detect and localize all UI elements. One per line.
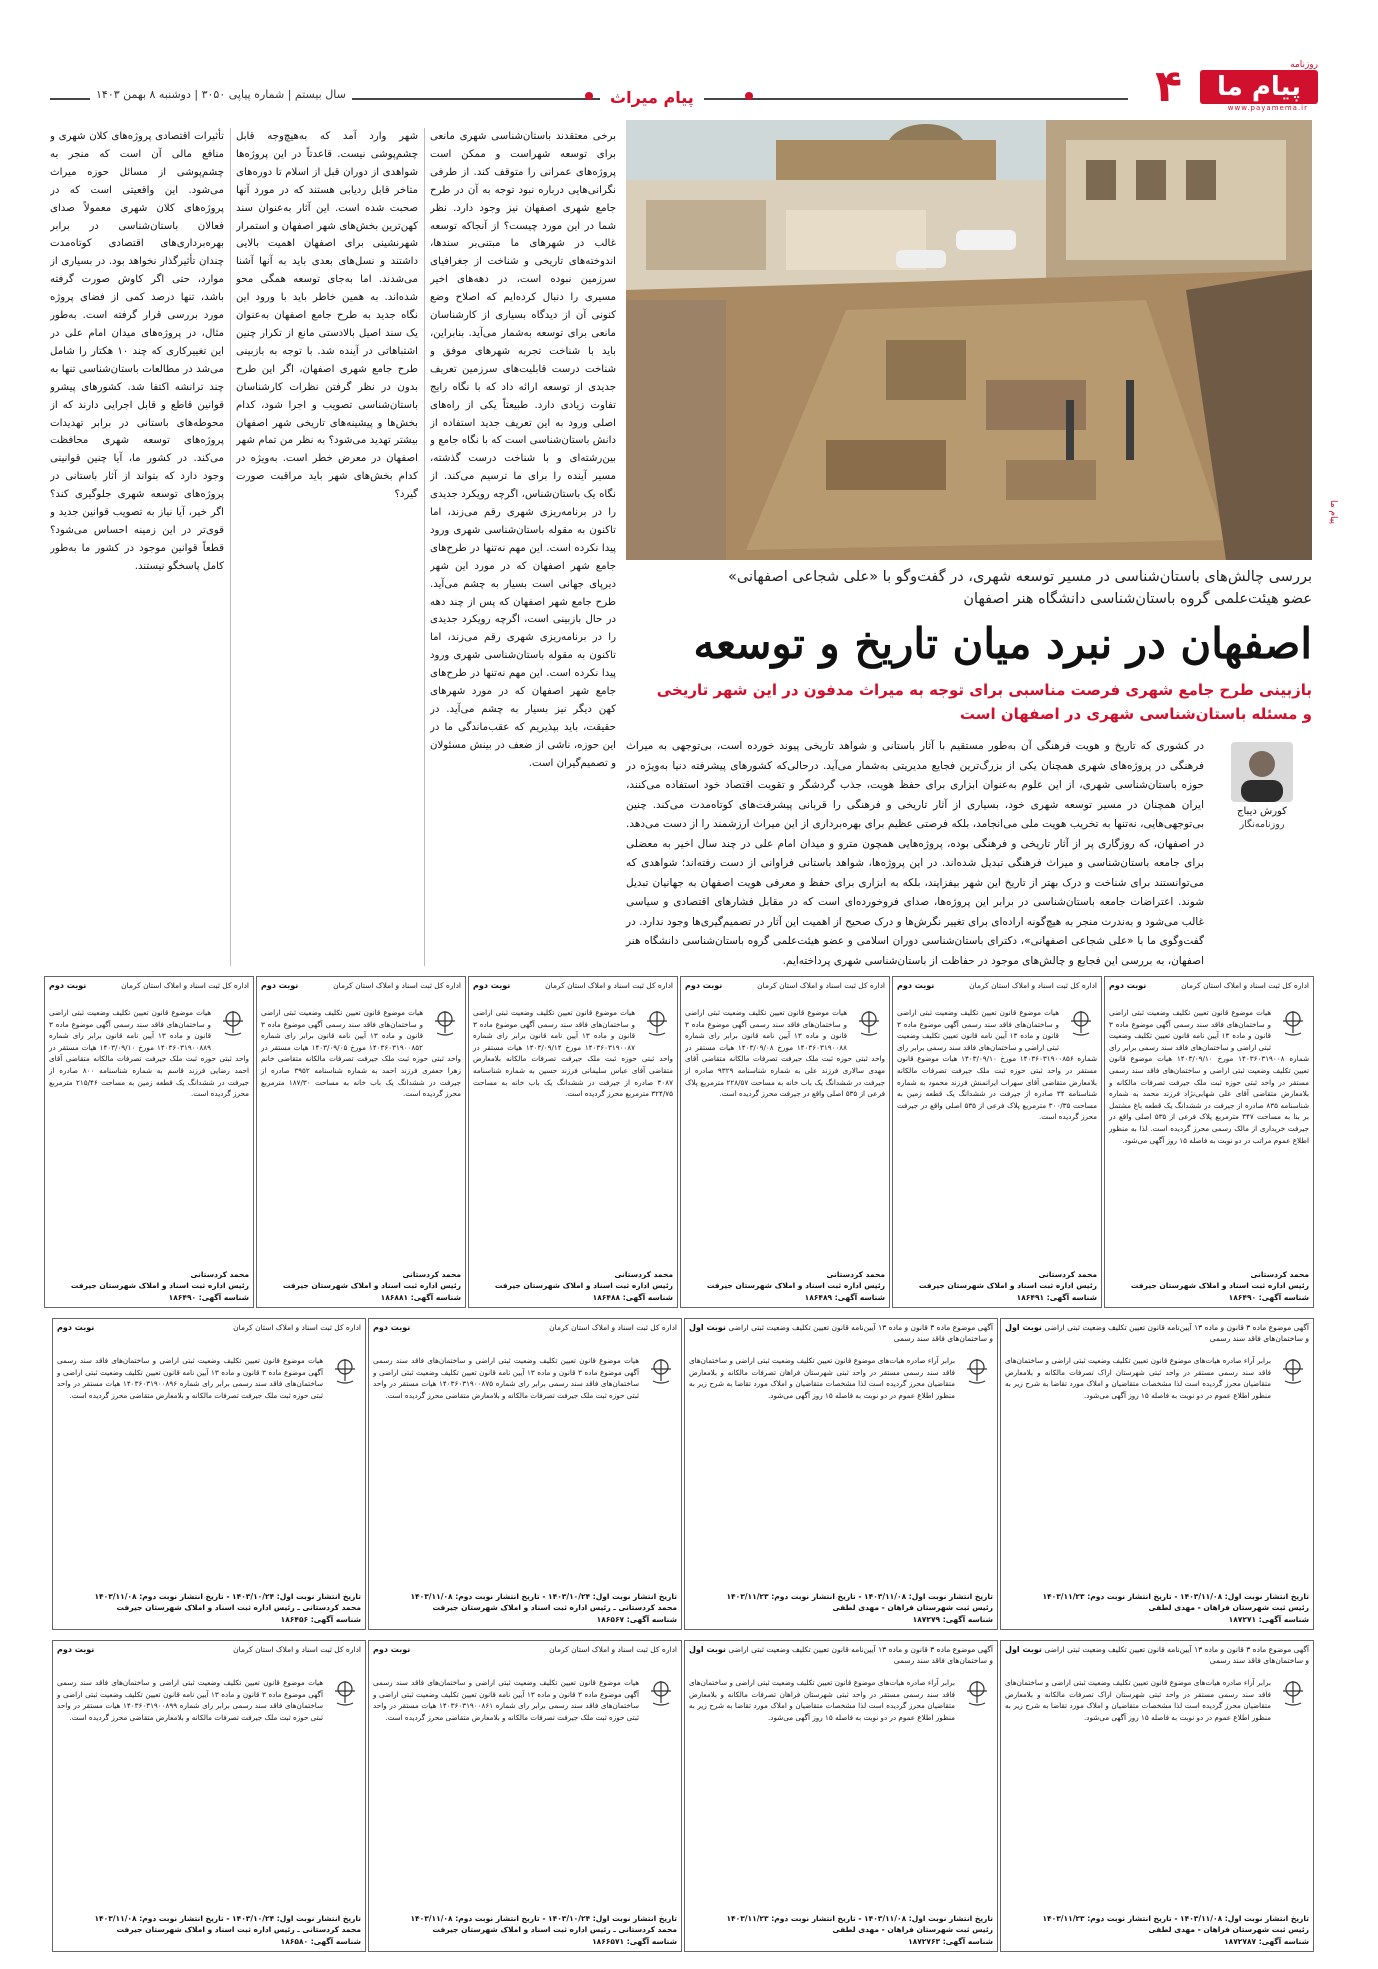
notice-text: برابر آراء صادره هیات‌های موضوع قانون تعیین تکلیف وضعیت ثبتی اراضی و ساختمان‌های فاقد سند رسمی مستقر در واحد ثبتی شهرستان فراهان تصرفات مالکانه و بلامعارض متقاضیان محرز گردیده است لذا مشخصات متقاضیان و املاک مورد تقاضا به شرح زیر به منظور اطلاع عموم در دو نوبت به فاصله ۱۵ روز آگهی می‌شود. — [689, 1356, 955, 1400]
notice-body — [1005, 1677, 1309, 1723]
notice-signatory: محمد کردستانی — [614, 1269, 673, 1279]
notice-text: هیات موضوع قانون تعیین تکلیف وضعیت ثبتی اراضی و ساختمان‌های فاقد سند رسمی آگهی موضوع ماده ۳ قانون و ماده ۱۳ آیین نامه قانون تعیین تکلیف وضعیت ثبتی اراضی و ساختمان‌های فاقد سند رسمی برابر رای شماره ۱۴۰۳۶۰۳۱۹۰۰۸۹۶ هیات مستقر در واحد ثبتی حوزه ثبت ملک جیرفت تصرفات مالکانه و بلامعارض متقاضی محرز گردیده است. — [57, 1356, 323, 1400]
column-divider — [230, 128, 231, 966]
notice-id — [685, 1292, 885, 1304]
notice-id-number: ۱۸۶۵۶۷ — [596, 1614, 625, 1624]
notice-id-number: ۱۸۶۵۸۰ — [280, 1936, 309, 1946]
notice-round-badge: نوبت دوم — [897, 981, 935, 990]
notice-text: هیات موضوع قانون تعیین تکلیف وضعیت ثبتی اراضی و ساختمان‌های فاقد سند رسمی آگهی موضوع ماده ۳ قانون و ماده ۱۳ آیین نامه قانون تعیین تکلیف وضعیت ثبتی اراضی و ساختمان‌های فاقد سند رسمی برابر رای شماره ۱۴۰۳۶۰۳۱۹۰۰۸۶۱ هیات مستقر در واحد ثبتی حوزه ثبت ملک جیرفت تصرفات مالکانه و بلامعارض متقاضی محرز گردیده است. — [373, 1678, 639, 1722]
notice-round-badge: نوبت اول — [1005, 1323, 1042, 1332]
notice-heading: اداره کل ثبت اسناد و املاک استان کرمان — [333, 981, 461, 990]
notice-footer — [261, 1269, 461, 1304]
notice-signatory: محمد کردستانی ـ رئیس اداره ثبت اسناد و املاک شهرستان جیرفت — [116, 1925, 361, 1934]
notice-signatory-role: رئیس اداره ثبت اسناد و املاک شهرستان جیرفت — [494, 1281, 673, 1290]
notice-signatory: محمد کردستانی ـ رئیس اداره ثبت اسناد و املاک شهرستان جیرفت — [432, 1925, 677, 1934]
body-column-3: تأثیرات اقتصادی پروژه‌های کلان شهری و منافع مالی آن است که منجر به چشم‌پوشی از مسائل حوزه میراث می‌شود. این واقعیتی است که در پروژه‌های کلان شهری معمولاً صدای فعالان باستان‌شناسی در برابر بهره‌برداری‌های اقتصادی کوتاه‌مدت چندان تأثیرگذار نخواهد بود. در بسیاری از موارد، حتی اگر کاوش صورت گرفته باشد، تنها درصد کمی از فضای پروژه مورد بررسی قرار گرفته است. به‌طور مثال، در پروژه‌های میدان امام علی در این تغییرکاری که چند ۱۰ هکتار را شامل می‌شد در مطالعات باستان‌شناسی تنها به چند ترانشه اکتفا شد. کشورهای پیشرو قوانین قاطع و قابل اجرایی دارند که از محوطه‌های باستانی در برابر تهدیدات پروژه‌های توسعه شهری محافظت می‌کند. در کشور ما، آیا چنین قوانینی وجود دارد که بتواند از آثار باستانی در پروژه‌های توسعه شهری جلوگیری کند؟ اگر خیر، آیا نیاز به تصویب قوانین جدید و قوی‌تر در این زمینه احساس می‌شود؟ قطعاً قوانین موجود در کشور ما به‌طور کامل پاسخگو نیستند. — [50, 131, 224, 572]
notice-dates: تاریخ انتشار نوبت اول: ۱۴۰۳/۱۱/۰۸ - تاریخ انتشار نوبت دوم: ۱۴۰۳/۱۱/۲۳ — [1042, 1591, 1309, 1601]
notice-body — [261, 1007, 461, 1100]
judiciary-emblem-icon — [955, 1355, 993, 1393]
notice-footer — [689, 1591, 993, 1626]
notice-text: برابر آراء صادره هیات‌های موضوع قانون تعیین تکلیف وضعیت ثبتی اراضی و ساختمان‌های فاقد سند رسمی مستقر در واحد ثبتی شهرستان اراک تصرفات مالکانه و بلامعارض متقاضیان محرز گردیده است لذا مشخصات متقاضیان و املاک مورد تقاضا به شرح زیر به منظور اطلاع عموم در دو نوبت به فاصله ۱۵ روز آگهی می‌شود. — [1005, 1678, 1271, 1722]
notice-round-badge: نوبت اول — [689, 1645, 726, 1654]
legal-notice — [1000, 1640, 1314, 1952]
notice-id-number: ۱۸۶۴۸۸ — [592, 1292, 621, 1302]
notice-footer — [473, 1269, 673, 1304]
judiciary-emblem-icon — [1059, 1007, 1097, 1045]
notice-heading: اداره کل ثبت اسناد و املاک استان کرمان — [549, 1323, 677, 1332]
judiciary-emblem-icon — [639, 1677, 677, 1715]
notice-dates: تاریخ انتشار نوبت اول: ۱۴۰۳/۱۱/۰۸ - تاریخ انتشار نوبت دوم: ۱۴۰۳/۱۱/۲۳ — [726, 1913, 993, 1923]
notice-id-label: شناسه آگهی: — [308, 1614, 361, 1624]
notice-heading: اداره کل ثبت اسناد و املاک استان کرمان — [121, 981, 249, 990]
notice-footer — [1005, 1591, 1309, 1626]
notice-id — [261, 1292, 461, 1304]
notice-body — [1109, 1007, 1309, 1146]
notice-footer — [689, 1913, 993, 1948]
notice-round-badge: نوبت دوم — [685, 981, 723, 990]
notice-heading: آگهی موضوع ماده ۳ قانون و ماده ۱۳ آیین‌نامه قانون تعیین تکلیف وضعیت ثبتی اراضی و ساختمان‌های فاقد سند رسمی — [1044, 1645, 1309, 1665]
notice-text: برابر آراء صادره هیات‌های موضوع قانون تعیین تکلیف وضعیت ثبتی اراضی و ساختمان‌های فاقد سند رسمی مستقر در واحد ثبتی شهرستان اراک تصرفات مالکانه و بلامعارض متقاضیان محرز گردیده است لذا مشخصات متقاضیان و املاک مورد تقاضا به شرح زیر به منظور اطلاع عموم در دو نوبت به فاصله ۱۵ روز آگهی می‌شود. — [1005, 1356, 1271, 1400]
notice-signatory: محمد کردستانی — [1250, 1269, 1309, 1279]
notice-signatory: محمد کردستانی — [826, 1269, 885, 1279]
judiciary-emblem-icon — [1271, 1007, 1309, 1045]
notice-footer — [57, 1913, 361, 1948]
notice-id-label: شناسه آگهی: — [624, 1614, 677, 1624]
notice-id — [689, 1614, 993, 1626]
notice-round-badge: نوبت دوم — [261, 981, 299, 990]
notice-dates: تاریخ انتشار نوبت اول: ۱۴۰۳/۱۱/۰۸ - تاریخ انتشار نوبت دوم: ۱۴۰۳/۱۱/۲۳ — [1042, 1913, 1309, 1923]
notice-heading: آگهی موضوع ماده ۳ قانون و ماده ۱۳ آیین‌نامه قانون تعیین تکلیف وضعیت ثبتی اراضی و ساختمان‌های فاقد سند رسمی — [728, 1323, 993, 1343]
notice-heading: آگهی موضوع ماده ۳ قانون و ماده ۱۳ آیین‌نامه قانون تعیین تکلیف وضعیت ثبتی اراضی و ساختمان‌های فاقد سند رسمی — [728, 1645, 993, 1665]
notice-footer — [373, 1913, 677, 1948]
notice-round-badge: نوبت دوم — [373, 1645, 411, 1654]
notice-body — [689, 1355, 993, 1401]
notice-heading: اداره کل ثبت اسناد و املاک استان کرمان — [969, 981, 1097, 990]
notice-text: هیات موضوع قانون تعیین تکلیف وضعیت ثبتی اراضی و ساختمان‌های فاقد سند رسمی آگهی موضوع ماده ۳ قانون و ماده ۱۳ آیین نامه قانون تعیین تکلیف وضعیت ثبتی اراضی و ساختمان‌های فاقد سند رسمی برابر رای شماره ۱۴۰۳۶۰۳۱۹۰۰۸۷۵ هیات مستقر در واحد ثبتی حوزه ثبت ملک جیرفت تصرفات مالکانه و بلامعارض متقاضی محرز گردیده است. — [373, 1356, 639, 1400]
notice-text: هیات موضوع قانون تعیین تکلیف وضعیت ثبتی اراضی و ساختمان‌های فاقد سند رسمی آگهی موضوع ماده ۳ قانون و ماده ۱۳ آیین نامه قانون برابر رای شماره ۱۴۰۳۶۰۳۱۹۰۰۸۸۹ مورخ ۱۴۰۳/۰۹/۱۰ هیات مستقر در واحد ثبتی حوزه ثبت ملک جیرفت تصرفات مالکانه متقاضی آقای احمد رضایی فرزند قاسم به شماره شناسنامه ۸۰۰ صادره از جیرفت در ششدانگ یک قطعه زمین به مساحت ۲۱۵/۴۶ مترمربع محرز گردیده است. — [49, 1008, 249, 1099]
subtitle-line-1: بازبینی طرح جامع شهری فرصت مناسبی برای توجه به میراث مدفون در این شهر تاریخی — [656, 681, 1312, 699]
judiciary-emblem-icon — [1271, 1677, 1309, 1715]
notice-round-badge: نوبت دوم — [473, 981, 511, 990]
notice-dates: تاریخ انتشار نوبت اول: ۱۴۰۳/۱۰/۲۴ - تاریخ انتشار نوبت دوم: ۱۴۰۳/۱۱/۰۸ — [94, 1913, 361, 1923]
notice-signatory: رئیس ثبت شهرستان فراهان - مهدی لطفی — [1148, 1603, 1309, 1612]
notice-dates: تاریخ انتشار نوبت اول: ۱۴۰۳/۱۰/۲۴ - تاریخ انتشار نوبت دوم: ۱۴۰۳/۱۱/۰۸ — [94, 1591, 361, 1601]
notice-dates: تاریخ انتشار نوبت اول: ۱۴۰۳/۱۰/۲۴ - تاریخ انتشار نوبت دوم: ۱۴۰۳/۱۱/۰۸ — [410, 1591, 677, 1601]
notice-id-number: ۱۸۶۴۸۹ — [804, 1292, 833, 1302]
legal-notice — [52, 1640, 366, 1952]
notice-body — [49, 1007, 249, 1100]
legal-notice — [680, 976, 890, 1308]
judiciary-emblem-icon — [635, 1007, 673, 1045]
article-lead: در کشوری که تاریخ و هویت فرهنگی آن به‌طور مستقیم با آثار باستانی و شواهد تاریخی پیوند خورده است، بی‌توجهی به میراث فرهنگی در پروژه‌های شهری همچنان یکی از بزرگ‌ترین فجایع مدیریتی به‌شمار می‌آید. درحالی‌که کشورهای پیشرفته دنیا به‌ویژه در حوزه باستان‌شناسی شهری، از این علوم به‌عنوان ابزاری برای حفظ هویت، جذب گردشگر و تقویت اقتصاد خود استفاده می‌کنند، ایران همچنان در مسیر توسعه شهری خود، بسیاری از آثار تاریخی و فرهنگی را قربانی پیشرفت‌های کوتاه‌مدت می‌کند. چنین بی‌توجهی‌هایی، نه‌تنها به تخریب هویت ملی می‌انجامد، بلکه فرصتی عظیم برای بهره‌برداری از این میراث ارزشمند را از دست می‌دهد. در اصفهان، که روزگاری پر از آثار تاریخی و فرهنگی بوده، پروژه‌هایی همچون مترو و میدان امام علی در چند سال اخیر به معضلی برای جامعه باستان‌شناسی و میراث فرهنگی تبدیل شده‌اند. در این پروژه‌ها، شواهد باستانی فراوانی از دست رفته‌اند؛ شواهدی که می‌توانستند برای شناخت و درک بهتر از تاریخ این شهر بیفزایند، بلکه به ابزاری برای حفظ و معرفی هویت اصفهان به جهانیان تبدیل شوند. اعتراضات جامعه باستان‌شناسی در برابر این پروژه‌ها، صدای فروخورده‌ای است که در مقابل فشارهای اقتصادی و سیاسی غالب می‌شود و به‌ندرت منجر به هیچ‌گونه اراده‌ای برای تغییر نگرش‌ها و درک صحیح از اهمیت این آثار در تصمیم‌گیری‌ها وجود ندارد. در گفت‌وگوی ما با «علی شجاعی اصفهانی»، دکترای باستان‌شناسی دوران اسلامی و عضو هیئت‌علمی گروه باستان‌شناسی دانشگاه هنر اصفهان، به بررسی این فجایع و چالش‌های موجود در حفاظت از باستان‌شناسی شهری پرداخته‌ایم. — [626, 740, 1204, 967]
notice-id-label: شناسه آگهی: — [1044, 1292, 1097, 1302]
kicker-line-2: عضو هیئت‌علمی گروه باستان‌شناسی دانشگاه هنر اصفهان — [963, 591, 1312, 607]
notice-id-number: ۱۸۷۲۷۹ — [912, 1614, 941, 1624]
notice-signatory: محمد کردستانی — [190, 1269, 249, 1279]
notice-footer — [373, 1591, 677, 1626]
kicker — [626, 566, 1312, 610]
legal-notice — [892, 976, 1102, 1308]
bullet-icon — [585, 92, 593, 100]
notice-id — [1109, 1292, 1309, 1304]
notice-round-badge: نوبت دوم — [57, 1323, 95, 1332]
legal-notice — [368, 1318, 682, 1630]
notice-body — [897, 1007, 1097, 1123]
notice-body — [689, 1677, 993, 1723]
notice-round-badge: نوبت دوم — [57, 1645, 95, 1654]
notice-body — [373, 1677, 677, 1723]
author-name: کورش دیباج — [1237, 806, 1287, 817]
legal-notice — [44, 976, 254, 1308]
notice-round-badge: نوبت دوم — [373, 1323, 411, 1332]
notice-round-badge: نوبت اول — [1005, 1645, 1042, 1654]
notice-id-label: شناسه آگهی: — [408, 1292, 461, 1302]
notice-id-label: شناسه آگهی: — [624, 1936, 677, 1946]
notice-id — [473, 1292, 673, 1304]
notice-id — [49, 1292, 249, 1304]
notice-signatory: محمد کردستانی ـ رئیس اداره ثبت اسناد و املاک شهرستان جیرفت — [116, 1603, 361, 1612]
notice-heading: اداره کل ثبت اسناد و املاک استان کرمان — [757, 981, 885, 990]
author-box — [1212, 742, 1312, 850]
legal-notice — [368, 1640, 682, 1952]
notice-text: هیات موضوع قانون تعیین تکلیف وضعیت ثبتی اراضی و ساختمان‌های فاقد سند رسمی آگهی موضوع ماده ۳ قانون و ماده ۱۳ آیین نامه قانون تعیین تکلیف وضعیت ثبتی اراضی و ساختمان‌های فاقد سند رسمی برابر رای شماره ۱۴۰۳۶۰۳۱۹۰۰۸۹۹ هیات مستقر در واحد ثبتی حوزه ثبت ملک جیرفت تصرفات مالکانه و بلامعارض متقاضی محرز گردیده است. — [57, 1678, 323, 1722]
article-title: اصفهان در نبرد میان تاریخ و توسعه — [693, 619, 1312, 668]
notice-heading: اداره کل ثبت اسناد و املاک استان کرمان — [233, 1323, 361, 1332]
notice-id-number: ۱۸۶۴۵۶ — [280, 1614, 309, 1624]
notice-id-label: شناسه آگهی: — [940, 1936, 993, 1946]
notice-footer — [685, 1269, 885, 1304]
judiciary-emblem-icon — [639, 1355, 677, 1393]
notice-signatory-role: رئیس اداره ثبت اسناد و املاک شهرستان جیرفت — [706, 1281, 885, 1290]
notice-id-label: شناسه آگهی: — [196, 1292, 249, 1302]
notice-id-label: شناسه آگهی: — [832, 1292, 885, 1302]
body-column-1: برخی معتقدند باستان‌شناسی شهری مانعی برای توسعه شهراست و ممکن است پروژه‌های عمرانی را متوقف کند. از طرفی نگرانی‌هایی درباره نبود توجه به آن در طرح جامع شهری اصفهان نیز وجود دارد. نظر شما در این مورد چیست؟ از آنجاکه توسعه غالب در شهرهای ما مبتنی‌بر سندها، اندوخته‌های تاریخی و شناخت از جغرافیای سرزمین نبوده است، در دهه‌های اخیر مسیری را دنبال کرده‌ایم که اصلاح وضع کنونی آن از دیدگاه بسیاری از کارشناسان مانعی برای توسعه به‌شمار می‌آید. بنابراین، باید با شناخت تجربه شهرهای موفق و شناخت درست قابلیت‌های سرزمین تعریف جدیدی از توسعه ارائه داد که با نگاه رایج تفاوت زیادی دارد. طبیعتاً یکی از راه‌های اصلی ورود به این تعریف جدید استفاده از دانش باستان‌شناسی است که با نگاه جامع و بین‌رشته‌ای و با شناخت درست گذشته، مسیر آینده را برای ما ترسیم می‌کند. از نگاه یک باستان‌شناس، اگرچه رویکرد جدیدی را در برنامه‌ریزی شهری رقم می‌زند، اما تاکنون به مقوله باستان‌شناسی شهری ورود پیدا نکرده است. این مهم نه‌تنها در طرح‌های جامع شهر اصفهان که در مورد این شهر دیرپای جهانی است بسیار به چشم می‌آید. طرح جامع شهر اصفهان که پس از چند دهه در حال بازبینی است، اگرچه رویکرد جدیدی را در برنامه‌ریزی شهری رقم می‌زند، اما تاکنون به مقوله باستان‌شناسی شهری ورود پیدا نکرده است. این مهم نه‌تنها در طرح‌های جامع شهر اصفهان که در مورد شهرهای کهن دیگر نیز بسیار به چشم می‌آید. در حقیقت، باید بپذیریم که عقب‌ماندگی ما در این حوزه، ناشی از ضعف در بینش مسئولان و تصمیم‌گیران است. — [430, 131, 616, 769]
judiciary-emblem-icon — [1271, 1355, 1309, 1393]
notice-id-number: ۱۸۷۲۷۶۳ — [908, 1936, 941, 1946]
notice-id — [1005, 1936, 1309, 1948]
judiciary-emblem-icon — [847, 1007, 885, 1045]
notice-id-number: ۱۸۷۲۷۸۷ — [1224, 1936, 1257, 1946]
notice-heading: آگهی موضوع ماده ۳ قانون و ماده ۱۳ آیین‌نامه قانون تعیین تکلیف وضعیت ثبتی اراضی و ساختمان‌های فاقد سند رسمی — [1044, 1323, 1309, 1343]
judiciary-emblem-icon — [323, 1355, 361, 1393]
notice-id — [689, 1936, 993, 1948]
notice-text: هیات موضوع قانون تعیین تکلیف وضعیت ثبتی اراضی و ساختمان‌های فاقد سند رسمی آگهی موضوع ماده ۳ قانون و ماده ۱۳ آیین نامه قانون برابر رای شماره ۱۴۰۳۶۰۳۱۹۰۰۸۵۲ مورخ ۱۴۰۳/۰۹/۰۵ هیات مستقر در واحد ثبتی حوزه ثبت ملک جیرفت تصرفات مالکانه متقاضی خانم زهرا جعفری فرزند احمد به شماره شناسنامه ۳۹۵۲ صادره از جیرفت در ششدانگ یک باب خانه به مساحت ۱۸۷/۳۰ مترمربع محرز گردیده است. — [261, 1008, 461, 1099]
notice-id — [373, 1614, 677, 1626]
notice-footer — [1109, 1269, 1309, 1304]
judiciary-emblem-icon — [211, 1007, 249, 1045]
notice-dates: تاریخ انتشار نوبت اول: ۱۴۰۳/۱۱/۰۸ - تاریخ انتشار نوبت دوم: ۱۴۰۳/۱۱/۲۳ — [726, 1591, 993, 1601]
legal-notice — [1000, 1318, 1314, 1630]
notice-footer — [49, 1269, 249, 1304]
brand-logo[interactable]: پیام ما — [1200, 70, 1318, 104]
notice-heading: اداره کل ثبت اسناد و املاک استان کرمان — [233, 1645, 361, 1654]
notice-body — [57, 1355, 361, 1401]
notice-id-number: ۱۸۷۲۷۱ — [1228, 1614, 1257, 1624]
notice-signatory-role: رئیس اداره ثبت اسناد و املاک شهرستان جیرفت — [918, 1281, 1097, 1290]
notice-dates: تاریخ انتشار نوبت اول: ۱۴۰۳/۱۰/۲۴ - تاریخ انتشار نوبت دوم: ۱۴۰۳/۱۱/۰۸ — [410, 1913, 677, 1923]
notice-body — [473, 1007, 673, 1100]
notice-text: هیات موضوع قانون تعیین تکلیف وضعیت ثبتی اراضی و ساختمان‌های فاقد سند رسمی آگهی موضوع ماده ۳ قانون و ماده ۱۳ آیین نامه قانون برابر رای شماره ۱۴۰۳۶۰۳۱۹۰۰۸۸ مورخ ۱۴۰۳/۰۹/۰۸ هیات مستقر در واحد ثبتی حوزه ثبت ملک جیرفت تصرفات مالکانه متقاضی آقای مهدی سالاری فرزند علی به شماره شناسنامه ۹۳۲۹ صادره از جیرفت در ششدانگ یک باب خانه به مساحت ۲۲۸/۵۷ مترمربع پلاک فرعی از ۵۳۵ اصلی واقع در جیرفت محرز گردیده است. — [685, 1008, 886, 1099]
section-title: پیام میراث — [600, 88, 704, 107]
notice-id — [57, 1936, 361, 1948]
notice-signatory: رئیس ثبت شهرستان فراهان - مهدی لطفی — [1148, 1925, 1309, 1934]
notice-body — [373, 1355, 677, 1401]
notice-id-label: شناسه آگهی: — [1256, 1936, 1309, 1946]
legal-notice — [468, 976, 678, 1308]
notice-id-number: ۱۸۶۴۹۰ — [168, 1292, 197, 1302]
notice-id-label: شناسه آگهی: — [308, 1936, 361, 1946]
notice-id-number: ۱۸۶۸۸۱ — [380, 1292, 409, 1302]
body-column-2: شهر وارد آمد که به‌هیچ‌وجه قابل چشم‌پوشی نیست. قاعدتاً در این پروژه‌ها شواهدی از دوران قبل از اسلام تا دوره‌های متاخر قابل ردیابی هستند که در مورد آنها صحبت شده است. این آثار به‌عنوان سند کهن‌ترین بخش‌های شهر اصفهان و استمرار شهرنشینی برای اصفهان اهمیت بالایی داشتند و نسل‌های بعدی باید به آنها آشنا می‌شدند. اما به‌جای توسعه همگی محو شده‌اند. به همین خاطر باید با ورود این نگاه جدید به طرح جامع اصفهان به‌عنوان یک سند اصیل بالادستی مانع از تکرار چنین اشتباهاتی در آینده شد. با توجه به بازبینی طرح جامع شهری اصفهان، اگر این طرح بدون در نظر گرفتن نظرات کارشناسان باستان‌شناسی تصویب و اجرا شود، کدام بخش‌ها و پیشینه‌های تاریخی شهر اصفهان بیشتر تهدید می‌شود؟ به نظر من تمام شهر اصفهان در معرض خطر است. به‌ویژه در کدام بخش‌های شهر باید مراقبت صورت گیرد؟ — [236, 131, 418, 501]
excavation-photo — [626, 120, 1312, 560]
notice-text: هیات موضوع قانون تعیین تکلیف وضعیت ثبتی اراضی و ساختمان‌های فاقد سند رسمی آگهی موضوع ماده ۳ قانون و ماده ۱۳ آیین نامه قانون برابر رای شماره ۱۴۰۳۶۰۳۱۹۰۰۸۷ مورخ ۱۴۰۳/۰۹/۱۴ هیات مستقر در واحد ثبتی حوزه ثبت ملک جیرفت تصرفات مالکانه بلامعارض متقاضی آقای عباس سلیمانی فرزند حسین به شماره شناسنامه ۳۰۸۷ صادره از جیرفت در ششدانگ یک باب خانه به مساحت ۳۲۴/۷۵ مترمربع محرز گردیده است. — [473, 1008, 673, 1099]
notice-signatory: رئیس ثبت شهرستان فراهان - مهدی لطفی — [832, 1603, 993, 1612]
notice-id — [373, 1936, 677, 1948]
notice-heading: اداره کل ثبت اسناد و املاک استان کرمان — [1181, 981, 1309, 990]
notice-heading: اداره کل ثبت اسناد و املاک استان کرمان — [545, 981, 673, 990]
notice-footer — [1005, 1913, 1309, 1948]
notice-signatory-role: رئیس اداره ثبت اسناد و املاک شهرستان جیرفت — [282, 1281, 461, 1290]
notice-signatory: رئیس ثبت شهرستان فراهان - مهدی لطفی — [832, 1925, 993, 1934]
brand-tag: روزنامه — [1290, 60, 1318, 70]
judiciary-emblem-icon — [323, 1677, 361, 1715]
notice-footer — [897, 1269, 1097, 1304]
author-avatar — [1231, 742, 1293, 802]
notice-body — [57, 1677, 361, 1723]
legal-notice — [1104, 976, 1314, 1308]
notice-signatory: محمد کردستانی — [1038, 1269, 1097, 1279]
notice-id-label: شناسه آگهی: — [1256, 1292, 1309, 1302]
legal-notice — [684, 1318, 998, 1630]
notice-round-badge: نوبت دوم — [1109, 981, 1147, 990]
notice-id-label: شناسه آگهی: — [940, 1614, 993, 1624]
issue-info: سال بیستم | شماره پیاپی ۳۰۵۰ | دوشنبه ۸ بهمن ۱۴۰۳ — [90, 88, 352, 101]
page-number: ۴ — [1155, 61, 1182, 112]
side-tag: پیام ما — [1328, 500, 1338, 524]
kicker-line-1: بررسی چالش‌های باستان‌شناسی در مسیر توسعه شهری، در گفت‌وگو با «علی شجاعی اصفهانی» — [728, 569, 1312, 585]
legal-notice — [52, 1318, 366, 1630]
notice-id-label: شناسه آگهی: — [1256, 1614, 1309, 1624]
subtitle-line-2: و مسئله باستان‌شناسی شهری در اصفهان است — [959, 705, 1312, 723]
notice-signatory-role: رئیس اداره ثبت اسناد و املاک شهرستان جیرفت — [1130, 1281, 1309, 1290]
legal-notice — [684, 1640, 998, 1952]
judiciary-emblem-icon — [955, 1677, 993, 1715]
notice-signatory: محمد کردستانی ـ رئیس اداره ثبت اسناد و املاک شهرستان جیرفت — [432, 1603, 677, 1612]
article-subtitle — [626, 678, 1312, 726]
notice-id-number: ۱۸۶۴۹۰ — [1228, 1292, 1257, 1302]
author-role: روزنامه‌نگار — [1239, 819, 1285, 830]
judiciary-emblem-icon — [423, 1007, 461, 1045]
notice-id-number: ۱۸۶۶۵۷۱ — [592, 1936, 625, 1946]
notice-heading: اداره کل ثبت اسناد و املاک استان کرمان — [549, 1645, 677, 1654]
notice-id — [1005, 1614, 1309, 1626]
notice-text: هیات موضوع قانون تعیین تکلیف وضعیت ثبتی اراضی و ساختمان‌های فاقد سند رسمی آگهی موضوع ماده ۳ قانون و ماده ۱۳ آیین نامه قانون تعیین تکلیف وضعیت ثبتی اراضی و ساختمان‌های فاقد سند رسمی برابر رای شماره ۱۴۰۳۶۰۳۱۹۰۰۸۵۶ مورخ ۱۴۰۳/۰۹/۱۰ هیات موضوع قانون مستقر در واحد ثبتی حوزه ثبت ملک جیرفت تصرفات مالکانه بلامعارض متقاضی آقای سهراب ایرانمنش فرزند محمود به شماره شناسنامه ۳۴ صادره از جیرفت در ششدانگ یک قطعه زمین به مساحت ۳۰۰/۳۵ مترمربع پلاک فرعی از ۵۳۵ اصلی واقع در جیرفت محرز گردیده است. — [897, 1008, 1098, 1122]
notice-body — [685, 1007, 885, 1100]
notice-signatory-role: رئیس اداره ثبت اسناد و املاک شهرستان جیرفت — [70, 1281, 249, 1290]
notice-id-number: ۱۸۶۴۹۱ — [1016, 1292, 1045, 1302]
notice-footer — [57, 1591, 361, 1626]
notice-id — [57, 1614, 361, 1626]
legal-notice — [256, 976, 466, 1308]
notice-round-badge: نوبت اول — [689, 1323, 726, 1332]
notice-id — [897, 1292, 1097, 1304]
notice-text: برابر آراء صادره هیات‌های موضوع قانون تعیین تکلیف وضعیت ثبتی اراضی و ساختمان‌های فاقد سند رسمی مستقر در واحد ثبتی شهرستان فراهان تصرفات مالکانه و بلامعارض متقاضیان محرز گردیده است لذا مشخصات متقاضیان و املاک مورد تقاضا به شرح زیر به منظور اطلاع عموم در دو نوبت به فاصله ۱۵ روز آگهی می‌شود. — [689, 1678, 955, 1722]
notice-text: هیات موضوع قانون تعیین تکلیف وضعیت ثبتی اراضی و ساختمان‌های فاقد سند رسمی آگهی موضوع ماده ۳ قانون و ماده ۱۳ آیین نامه قانون تعیین تکلیف وضعیت ثبتی اراضی و ساختمان‌های فاقد سند رسمی برابر رای شماره ۱۴۰۳۶۰۳۱۹۰۰۸ مورخ ۱۴۰۳/۰۹/۱۰ هیات موضوع قانون تعیین تکلیف وضعیت ثبتی اراضی و ساختمان‌های فاقد سند رسمی مستقر در واحد ثبتی حوزه ثبت ملک جیرفت تصرفات مالکانه و بلامعارض متقاضی آقای علی شهابی‌نژاد فرزند محمد به شماره شناسنامه ۸۳۵ صادره از جیرفت در ششدانگ یک قطعه باغ مشتمل بر بنا به مساحت ۳۴۷ مترمربع پلاک فرعی از ۵۳۵ اصلی واقع در جیرفت خریداری از مالک رسمی محرز گردیده است. لذا به منظور اطلاع عموم مراتب در دو نوبت به فاصله ۱۵ روز آگهی می‌شود. — [1109, 1008, 1310, 1145]
masthead — [0, 0, 1378, 130]
bullet-icon — [745, 92, 753, 100]
column-divider — [424, 128, 425, 966]
notice-id-label: شناسه آگهی: — [620, 1292, 673, 1302]
notice-signatory: محمد کردستانی — [402, 1269, 461, 1279]
notice-body — [1005, 1355, 1309, 1401]
brand-site[interactable]: www.payamema.ir — [1227, 104, 1308, 112]
notice-round-badge: نوبت دوم — [49, 981, 87, 990]
